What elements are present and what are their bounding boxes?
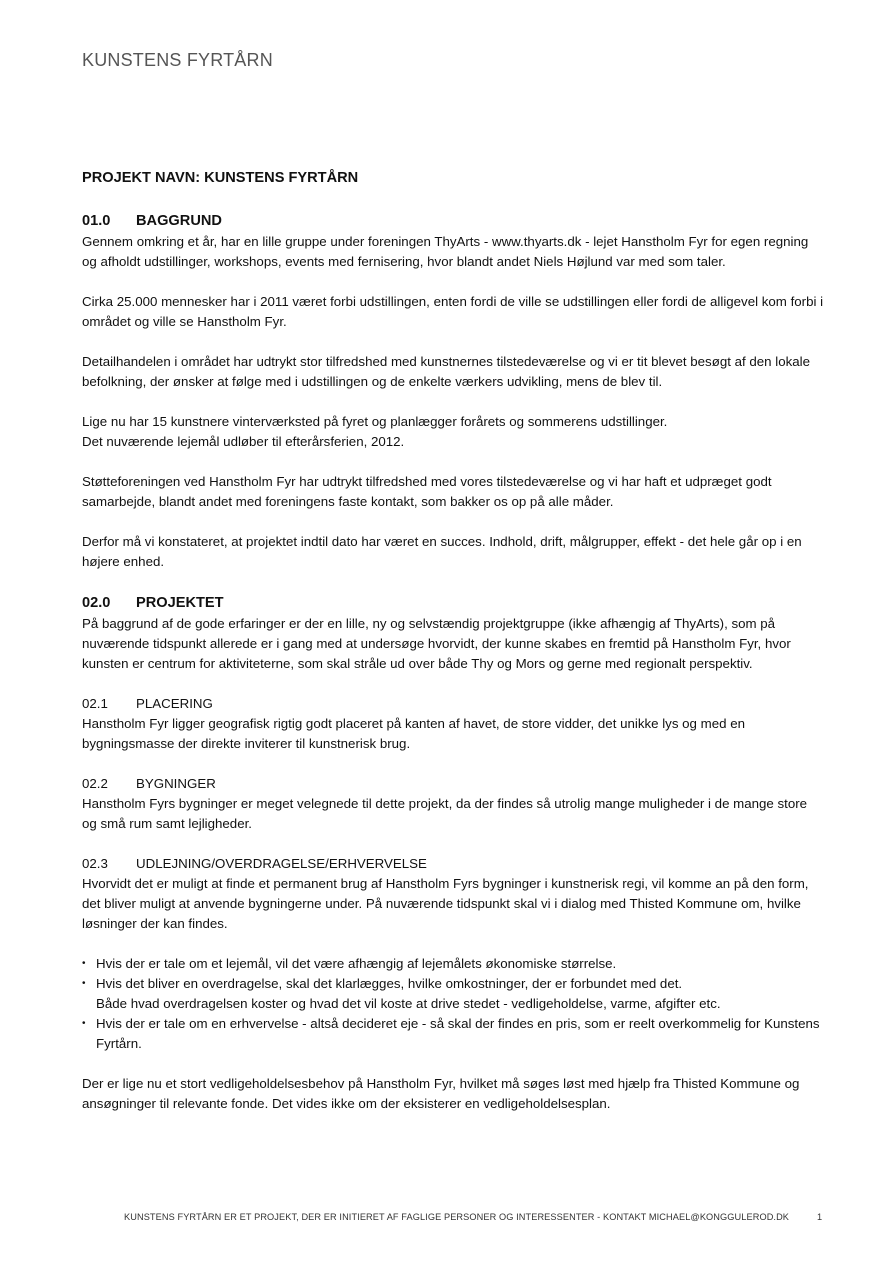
subsection-heading-bygninger — [82, 774, 824, 794]
section-heading-baggrund — [82, 210, 824, 232]
paragraph: Støtteforeningen ved Hanstholm Fyr har udtrykt tilfredshed med vores tilstedeværelse og vi har haft et udpræget godt samarbejde, blandt andet med foreningens faste kontakt, som bakker os op på alle måder. — [82, 474, 772, 509]
paragraph: Cirka 25.000 mennesker har i 2011 været forbi udstillingen, enten fordi de ville se udstillingen eller fordi de alligevel kom forbi i området og ville se Hanstholm Fyr. — [82, 294, 824, 329]
project-title: PROJEKT NAVN: KUNSTENS FYRTÅRN — [82, 170, 359, 186]
section-heading-projektet — [82, 592, 824, 614]
subsection-title: PLACERING — [136, 696, 213, 711]
list-item: • Hvis der er tale om et lejemål, vil det være afhængig af lejemålets økonomiske størrelse. — [82, 954, 824, 974]
page-header-title: KUNSTENS FYRTÅRN — [82, 50, 273, 70]
paragraph: Hanstholm Fyrs bygninger er meget velegnede til dette projekt, da der findes så utrolig mange muligheder i de mange store og små rum samt lejligheder. — [82, 796, 808, 831]
subsection-number: 02.3 — [82, 856, 108, 871]
section-number: 02.0 — [82, 595, 111, 611]
subsection-heading-udlejning — [82, 854, 824, 874]
bullet-list — [82, 954, 824, 1054]
list-item-continuation: Både hvad overdragelsen koster og hvad det vil koste at drive stedet - vedligeholdelse, varme, afgifter etc. — [96, 996, 721, 1011]
subsection-title: BYGNINGER — [136, 776, 216, 791]
list-item: • Hvis der er tale om en erhvervelse - altså decideret eje - så skal der findes en pris, som er reelt overkommelig for Kunstens Fyrtårn. — [82, 1014, 824, 1054]
section-number: 01.0 — [82, 213, 111, 229]
document-body — [82, 168, 824, 1134]
subsection-number: 02.1 — [82, 696, 108, 711]
paragraph: Hvorvidt det er muligt at finde et permanent brug af Hanstholm Fyrs bygninger i kunstnerisk regi, vil komme an på den form, det bliver muligt at anvende bygningerne under. På nuværende tidspunkt skal vi i dialog med Thisted Kommune om, hvilke løsninger der kan findes. — [82, 876, 809, 931]
list-item — [82, 974, 824, 1014]
paragraph: Detailhandelen i området har udtrykt stor tilfredshed med kunstnernes tilstedeværelse og vi er tit blevet besøgt af den lokale befolkning, der ønsker at følge med i udstillingen og de enkelte værkers udvikling, mens de blev til. — [82, 354, 811, 389]
paragraph: Hanstholm Fyr ligger geografisk rigtig godt placeret på kanten af havet, de store vidder, det unikke lys og med en bygningsmasse der direkte inviterer til kunstnerisk brug. — [82, 716, 745, 751]
paragraph: Det nuværende lejemål udløber til efterårsferien, 2012. — [82, 434, 405, 449]
subsection-number: 02.2 — [82, 776, 108, 791]
section-title: BAGGRUND — [136, 213, 222, 229]
subsection-heading-placering — [82, 694, 824, 714]
section-title: PROJEKTET — [136, 595, 224, 611]
paragraph: På baggrund af de gode erfaringer er der en lille, ny og selvstændig projektgruppe (ikke afhængig af ThyArts), som på nuværende tidspunkt allerede er i gang med at undersøge hvorvidt, der kunne skabes en fremtid på Hanstholm Fyr, hvor kunsten er centrum for aktiviteterne, som skal stråle ud over både Thy og Mors og gerne med regionalt perspektiv. — [82, 616, 791, 671]
list-item-text: Hvis det bliver en overdragelse, skal det klarlægges, hvilke omkostninger, der er forbundet med det. — [96, 976, 683, 991]
paragraph: Lige nu har 15 kunstnere vinterværksted på fyret og planlægger forårets og sommerens udstillinger. — [82, 414, 668, 429]
page-footer: KUNSTENS FYRTÅRN ER ET PROJEKT, DER ER INITIERET AF FAGLIGE PERSONER OG INTERESSENTER - KONTAKT MICHAEL@KONGGULEROD.DK — [124, 1212, 790, 1222]
page-number: 1 — [817, 1212, 823, 1222]
paragraph: Derfor må vi konstateret, at projektet indtil dato har været en succes. Indhold, drift, målgrupper, effekt - det hele går op i en højere enhed. — [82, 534, 802, 569]
paragraph: Gennem omkring et år, har en lille gruppe under foreningen ThyArts - www.thyarts.dk - lejet Hanstholm Fyr for egen regning og afholdt udstillinger, workshops, events med fernisering, hvor blandt andet Niels Højlund var med som taler. — [82, 234, 809, 269]
paragraph: Der er lige nu et stort vedligeholdelsesbehov på Hanstholm Fyr, hvilket må søges løst med hjælp fra Thisted Kommune og ansøgninger til relevante fonde. Det vides ikke om der eksisterer en vedligeholdelsesplan. — [82, 1076, 800, 1111]
subsection-title: UDLEJNING/OVERDRAGELSE/ERHVERVELSE — [136, 856, 427, 871]
